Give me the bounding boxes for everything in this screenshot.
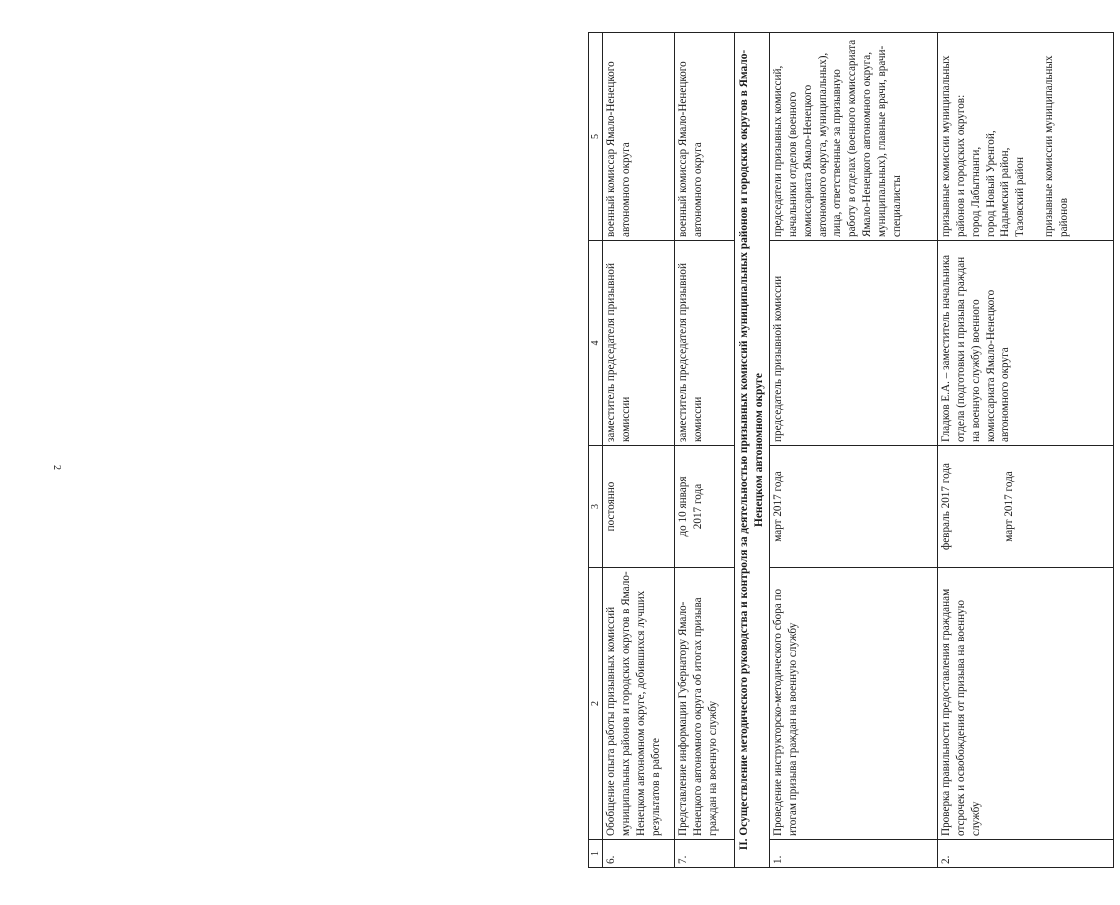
column-number: 3: [589, 446, 603, 568]
deadline-cell: постоянно: [603, 446, 675, 568]
deadline-cell: [938, 446, 1114, 568]
deadline-second: март 2017 года: [1003, 471, 1016, 542]
participants-second: призывные комиссии муниципальных районов: [1042, 55, 1070, 237]
deadline-first: февраль 2017 года: [940, 462, 953, 551]
deadline-cell: до 10 января 2017 года: [675, 446, 735, 568]
column-number: 4: [589, 241, 603, 446]
participants-cell: [938, 33, 1114, 241]
table-row: [603, 33, 675, 868]
column-number-row: [589, 33, 603, 868]
activity-cell: Проведение инструкторско-методического сбора по итогам призыва граждан на военную службу: [770, 568, 938, 840]
responsible-cell: Гладков Е.А. – заместитель начальника отдела (подготовки и призыва граждан на военную службу) военного комиссариата Ямало-Ненецкого автономного округа: [938, 241, 1114, 446]
row-number: 1.: [770, 840, 938, 868]
responsible-cell: заместитель председателя призывной комиссии: [603, 241, 675, 446]
row-number: 2.: [938, 840, 1114, 868]
column-number: 2: [589, 568, 603, 840]
plan-table: [588, 32, 1114, 868]
participants-cell: председатели призывных комиссий, начальники отделов (военного комиссариата Ямало-Ненецкого автономного округа, муниципальных), лица, ответственные за призывную работу в отделах (военного комиссариата Ямало-Ненецкого автономного округа, муниципальных), главные врачи, врачи-специалисты: [770, 33, 938, 241]
table-row: [770, 33, 938, 868]
deadline-cell: март 2017 года: [770, 446, 938, 568]
column-number: 1: [589, 840, 603, 868]
participants-cell: военный комиссар Ямало-Ненецкого автономного округа: [675, 33, 735, 241]
responsible-cell: председатель призывной комиссии: [770, 241, 938, 446]
column-number: 5: [589, 33, 603, 241]
section-title: II. Осуществление методического руководства и контроля за деятельностью призывных комиссий муниципальных районов и городских округов в Ямало-Ненецком автономном округе: [735, 33, 770, 868]
table-row: [675, 33, 735, 868]
activity-cell: Обобщение опыта работы призывных комиссий муниципальных районов и городских округов в Ямало-Ненецком автономном округе, добившихся лучших результатов в работе: [603, 568, 675, 840]
participants-cell: военный комиссар Ямало-Ненецкого автономного округа: [603, 33, 675, 241]
table-row: [938, 33, 1114, 868]
participants-first: призывные комиссии муниципальных районов и городских округов: город Лабытнанги, город Новый Уренгой, Надымский район, Тазовский район: [940, 55, 1027, 237]
plan-table-page: [588, 33, 1120, 868]
page-number: 2: [51, 465, 62, 470]
row-number: 7.: [675, 840, 735, 868]
row-number: 6.: [603, 840, 675, 868]
responsible-cell: заместитель председателя призывной комиссии: [675, 241, 735, 446]
section-heading-row: [735, 33, 770, 868]
activity-cell: Проверка правильности предоставления гражданам отсрочек и освобождения от призыва на военную службу: [938, 568, 1114, 840]
activity-cell: Представление информации Губернатору Ямало-Ненецкого автономного округа об итогах призыва граждан на военную службу: [675, 568, 735, 840]
